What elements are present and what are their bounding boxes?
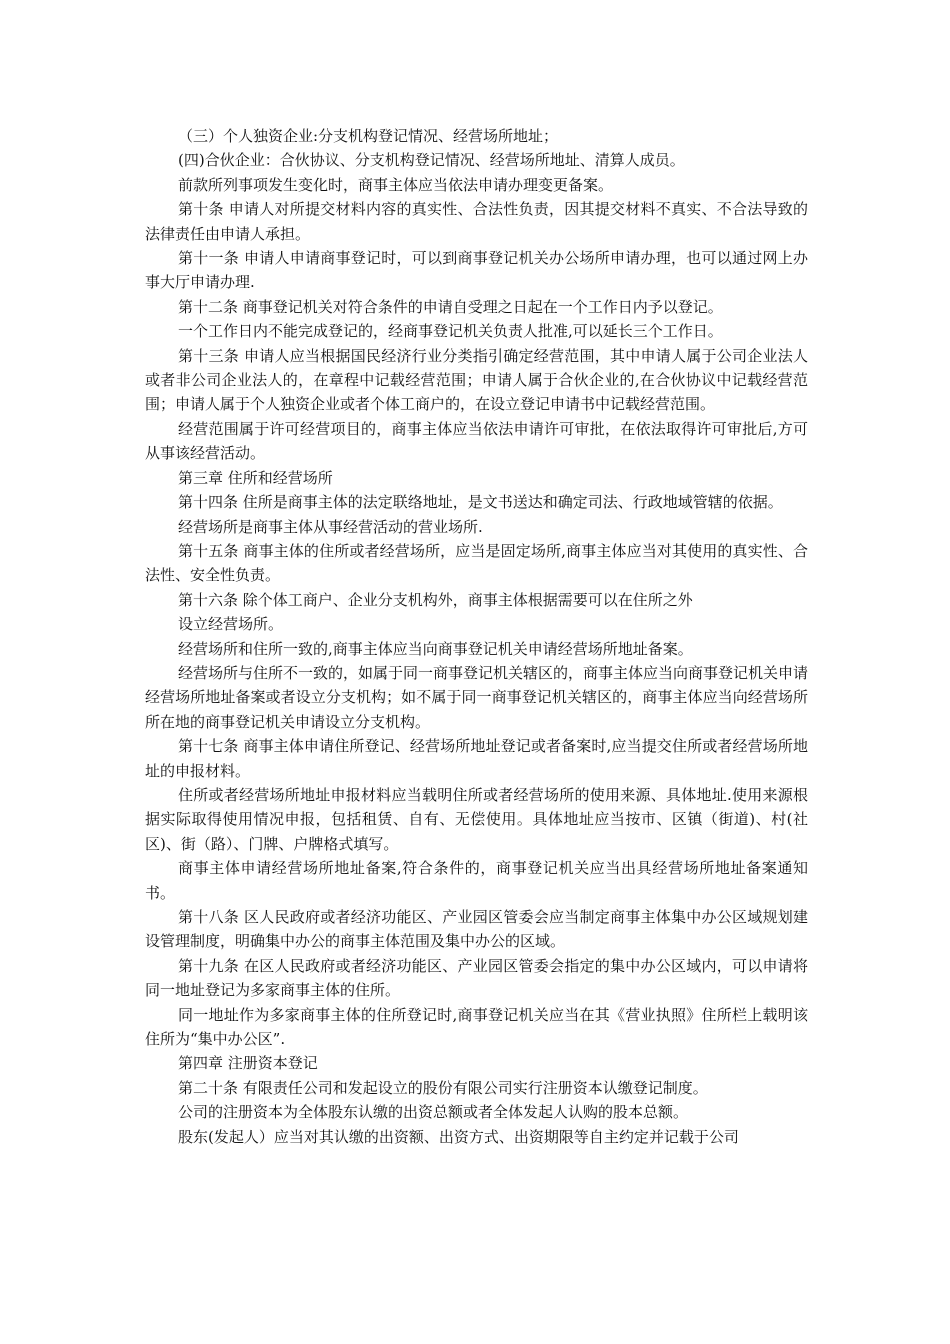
paragraph: 第二十条 有限责任公司和发起设立的股份有限公司实行注册资本认缴登记制度。: [178, 1078, 708, 1097]
chapter-heading: 第三章 住所和经营场所: [178, 468, 333, 487]
paragraph: 公司的注册资本为全体股东认缴的出资总额或者全体发起人认购的股本总额。: [178, 1103, 689, 1122]
paragraph: 经营范围属于许可经营项目的，商事主体应当依法申请许可审批，在依法取得许可审批后,方可从事该经营活动。: [145, 419, 808, 463]
paragraph: 第十二条 商事登记机关对符合条件的申请自受理之日起在一个工作日内予以登记。: [178, 297, 723, 316]
paragraph: 第十条 申请人对所提交材料内容的真实性、合法性负责，因其提交材料不真实、不合法导致的法律责任由申请人承担。: [145, 200, 808, 243]
paragraph: （三）个人独资企业:分支机构登记情况、经营场所地址；: [178, 127, 559, 145]
document-body: [145, 124, 808, 1149]
paragraph-continuation: 设立经营场所。: [178, 615, 284, 634]
paragraph: 经营场所是商事主体从事经营活动的营业场所.: [178, 517, 483, 536]
paragraph: 经营场所与住所不一致的，如属于同一商事登记机关辖区的，商事主体应当向商事登记机关申请经营场所地址备案或者设立分支机构；如不属于同一商事登记机关辖区的，商事主体应当向经营场所所在地的商事登记机关申请设立分支机构。: [145, 663, 809, 731]
paragraph: 第十一条 申请人申请商事登记时，可以到商事登记机关办公场所申请办理，也可以通过网上办事大厅申请办理.: [145, 249, 808, 292]
paragraph: 第十六条 除个体工商户、企业分支机构外，商事主体根据需要可以在住所之外: [178, 590, 693, 609]
paragraph: 同一地址作为多家商事主体的住所登记时,商事登记机关应当在其《营业执照》住所栏上载明该住所为“集中办公区”.: [145, 1005, 808, 1049]
paragraph: 第十八条 区人民政府或者经济功能区、产业园区管委会应当制定商事主体集中办公区域规划建设管理制度，明确集中办公的商事主体范围及集中办公的区域。: [145, 908, 808, 951]
paragraph: 一个工作日内不能完成登记的，经商事登记机关负责人批准,可以延长三个工作日。: [178, 322, 723, 341]
paragraph: 第十七条 商事主体申请住所登记、经营场所地址登记或者备案时,应当提交住所或者经营场所地址的申报材料。: [145, 737, 808, 780]
paragraph: 第十四条 住所是商事主体的法定联络地址，是文书送达和确定司法、行政地域管辖的依据。: [178, 493, 783, 512]
paragraph: 第十九条 在区人民政府或者经济功能区、产业园区管委会指定的集中办公区域内，可以申请将同一地址登记为多家商事主体的住所。: [145, 956, 808, 1000]
paragraph: 股东(发起人）应当对其认缴的出资额、出资方式、出资期限等自主约定并记载于公司: [178, 1127, 739, 1146]
paragraph: 第十五条 商事主体的住所或者经营场所，应当是固定场所,商事主体应当对其使用的真实性、合法性、安全性负责。: [145, 541, 808, 585]
paragraph: 第十三条 申请人应当根据国民经济行业分类指引确定经营范围，其中申请人属于公司企业法人或者非公司企业法人的，在章程中记载经营范围；申请人属于合伙企业的,在合伙协议中记载经营范围；申请人属于个人独资企业或者个体工商户的，在设立登记申请书中记载经营范围。: [145, 346, 808, 414]
paragraph: 前款所列事项发生变化时，商事主体应当依法申请办理变更备案。: [178, 175, 614, 194]
paragraph: (四)合伙企业：合伙协议、分支机构登记情况、经营场所地址、清算人成员。: [178, 151, 685, 170]
chapter-heading: 第四章 注册资本登记: [178, 1054, 318, 1073]
paragraph: 住所或者经营场所地址申报材料应当载明住所或者经营场所的使用来源、具体地址.使用来源根据实际取得使用情况申报，包括租赁、自有、无偿使用。具体地址应当按市、区镇（街道)、村(社区)、街（路）、门牌、户牌格式填写。: [145, 785, 808, 853]
paragraph: 商事主体申请经营场所地址备案,符合条件的，商事登记机关应当出具经营场所地址备案通知书。: [145, 859, 808, 902]
paragraph: 经营场所和住所一致的,商事主体应当向商事登记机关申请经营场所地址备案。: [178, 639, 693, 658]
